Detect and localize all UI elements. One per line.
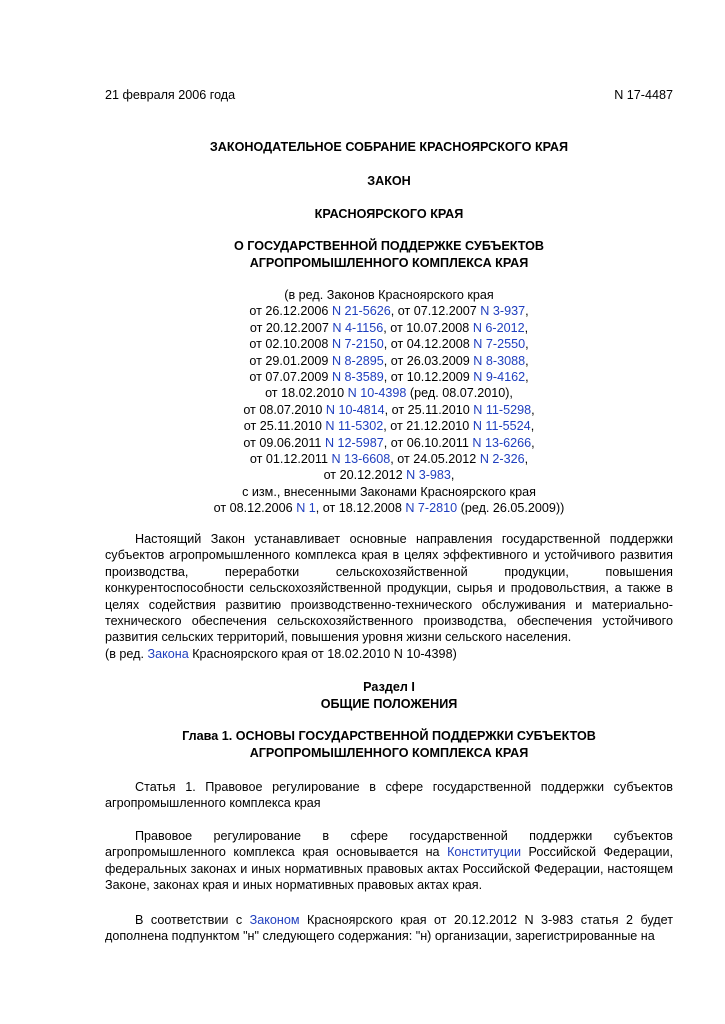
revision-line bbox=[105, 402, 673, 418]
article1-title: Статья 1. Правовое регулирование в сфере государственной поддержки субъектов агропромышленного комплекса края bbox=[105, 780, 673, 811]
revision-text: , bbox=[525, 337, 529, 352]
revision-law-link[interactable]: N 7-2810 bbox=[405, 501, 458, 516]
revision-text: , от 10.12.2009 bbox=[383, 369, 474, 384]
revisions-list bbox=[105, 287, 673, 516]
revision-text: , bbox=[525, 353, 529, 368]
revision-line bbox=[105, 320, 673, 336]
revision-text: от 02.10.2008 bbox=[249, 337, 332, 352]
revision-text: от 26.12.2006 bbox=[249, 304, 332, 319]
revision-text: , от 24.05.2012 bbox=[390, 451, 480, 466]
revision-text: от 08.12.2006 bbox=[213, 501, 297, 516]
revision-text: от 07.07.2009 bbox=[249, 369, 332, 384]
revision-law-link[interactable]: N 11-5524 bbox=[472, 419, 531, 434]
revision-law-link[interactable]: N 8-2895 bbox=[331, 353, 384, 368]
law-title: ЗАКОН bbox=[367, 174, 411, 188]
revisions-intro: (в ред. Законов Красноярского края bbox=[284, 288, 494, 302]
preamble-note-before: (в ред. bbox=[105, 646, 148, 661]
revision-text: от 20.12.2007 bbox=[249, 320, 333, 335]
preamble-note bbox=[105, 646, 673, 662]
amendment-note bbox=[105, 912, 673, 945]
revision-text: от 25.11.2010 bbox=[243, 419, 326, 434]
para1-before: Правовое регулирование в сфере государственной поддержки субъектов агропромышленного комплекса края основывается на bbox=[105, 829, 673, 860]
revision-law-link[interactable]: N 3-983 bbox=[406, 468, 451, 483]
revision-law-link[interactable]: N 9-4162 bbox=[473, 369, 526, 384]
revision-text: от 08.07.2010 bbox=[243, 402, 326, 417]
revision-text: , от 26.03.2009 bbox=[383, 353, 474, 368]
revision-text: , от 25.11.2010 bbox=[384, 402, 474, 417]
para1-after: Российской Федерации, федеральных законах и иных нормативных правовых актах Российской Федерации, настоящем Законе, законах края и иных нормативных правовых актах края. bbox=[105, 845, 673, 893]
revision-text: (ред. 08.07.2010), bbox=[406, 386, 513, 401]
revision-law-link[interactable]: N 11-5298 bbox=[473, 402, 532, 417]
revision-text: , bbox=[525, 304, 529, 319]
revision-law-link[interactable]: N 8-3088 bbox=[473, 353, 526, 368]
document-date: 21 февраля 2006 года bbox=[105, 88, 236, 102]
revision-line bbox=[105, 467, 673, 483]
revision-text: от 18.02.2010 bbox=[265, 386, 348, 401]
revision-text: от 01.12.2011 bbox=[249, 451, 332, 466]
revision-text: , bbox=[531, 435, 535, 450]
revision-law-link[interactable]: N 13-6608 bbox=[331, 451, 391, 466]
revision-law-link[interactable]: N 13-6266 bbox=[472, 435, 532, 450]
preamble bbox=[105, 531, 673, 662]
revision-text: от 29.01.2009 bbox=[249, 353, 332, 368]
revision-line bbox=[105, 336, 673, 352]
amendment-law-link[interactable]: Законом bbox=[249, 913, 300, 927]
revision-text: , bbox=[524, 320, 529, 335]
revision-law-link[interactable]: N 11-5302 bbox=[325, 419, 384, 434]
constitution-link[interactable]: Конституции bbox=[447, 845, 521, 860]
revisions-lines bbox=[105, 303, 673, 516]
revision-law-link[interactable]: N 4-1156 bbox=[332, 320, 384, 335]
preamble-note-link[interactable]: Закона bbox=[147, 646, 189, 661]
revision-law-link[interactable]: N 7-2550 bbox=[473, 337, 526, 352]
revision-law-link[interactable]: N 6-2012 bbox=[472, 320, 525, 335]
revision-line bbox=[105, 418, 673, 434]
revision-text: (ред. 26.05.2009)) bbox=[457, 501, 565, 516]
para2-before: В соответствии с bbox=[135, 913, 250, 927]
revision-text: , bbox=[524, 451, 529, 466]
revision-line bbox=[105, 353, 673, 369]
revision-text: с изм., внесенными Законами Красноярского края bbox=[242, 484, 536, 499]
revision-text: от 20.12.2012 bbox=[323, 468, 407, 483]
revision-text: , bbox=[530, 419, 535, 434]
article1-paragraph bbox=[105, 828, 673, 894]
revision-law-link[interactable]: N 10-4814 bbox=[325, 402, 385, 417]
revision-line bbox=[105, 385, 673, 401]
revision-text: , от 18.12.2008 bbox=[315, 501, 406, 516]
section-title: ОБЩИЕ ПОЛОЖЕНИЯ bbox=[320, 697, 458, 711]
revision-text: , bbox=[525, 369, 529, 384]
subject-title-line1: О ГОСУДАРСТВЕННОЙ ПОДДЕРЖКЕ СУБЪЕКТОВ bbox=[233, 239, 545, 253]
revision-law-link[interactable]: N 8-3589 bbox=[331, 369, 384, 384]
para2-after: Красноярского края от 20.12.2012 N 3-983 статья 2 будет дополнена подпунктом "н" следующего содержания: "н) организации, зарегистрированные на bbox=[105, 913, 673, 944]
section-label: Раздел I bbox=[363, 680, 415, 694]
chapter-title-line2: АГРОПРОМЫШЛЕННОГО КОМПЛЕКСА КРАЯ bbox=[249, 746, 529, 760]
revision-law-link[interactable]: N 2-326 bbox=[479, 451, 525, 466]
revision-text: , от 04.12.2008 bbox=[383, 337, 474, 352]
document-header bbox=[105, 88, 673, 102]
document-number: N 17-4487 bbox=[614, 88, 673, 102]
revision-line bbox=[105, 303, 673, 319]
revision-law-link[interactable]: N 12-5987 bbox=[324, 435, 384, 450]
revision-law-link[interactable]: N 1 bbox=[296, 501, 316, 516]
revision-text: , от 10.07.2008 bbox=[383, 320, 473, 335]
revision-line bbox=[105, 484, 673, 500]
revision-law-link[interactable]: N 10-4398 bbox=[347, 386, 407, 401]
preamble-note-after: Красноярского края от 18.02.2010 N 10-4398) bbox=[188, 646, 457, 661]
revision-text: от 09.06.2011 bbox=[243, 435, 325, 450]
revision-text: , от 21.12.2010 bbox=[383, 419, 473, 434]
revision-law-link[interactable]: N 21-5626 bbox=[331, 304, 391, 319]
revision-law-link[interactable]: N 3-937 bbox=[480, 304, 526, 319]
revision-law-link[interactable]: N 7-2150 bbox=[331, 337, 384, 352]
revision-line bbox=[105, 500, 673, 516]
revision-text: , bbox=[450, 468, 455, 483]
revision-text: , от 07.12.2007 bbox=[390, 304, 481, 319]
subject-title-line2: АГРОПРОМЫШЛЕННОГО КОМПЛЕКСА КРАЯ bbox=[249, 256, 529, 270]
region-title: КРАСНОЯРСКОГО КРАЯ bbox=[314, 207, 464, 221]
preamble-text: Настоящий Закон устанавливает основные направления государственной поддержки субъектов агропромышленного комплекса края в целях эффективного и устойчивого развития производства, переработки сельскохозяйственной продукции, повышения конкурентоспособности сельскохозяйственной продукции, сырья и продовольствия, а также в целях содействия развитию производственно-технического обслуживания и материально-технического обеспечения сельскохозяйственного производства, обеспечения устойчивого развития сельских территорий, повышения уровня жизни сельского населения. bbox=[105, 532, 673, 645]
revision-text: , от 06.10.2011 bbox=[383, 435, 473, 450]
revision-line bbox=[105, 451, 673, 467]
revision-line bbox=[105, 435, 673, 451]
revision-line bbox=[105, 369, 673, 385]
assembly-title: ЗАКОНОДАТЕЛЬНОЕ СОБРАНИЕ КРАСНОЯРСКОГО КРАЯ bbox=[209, 140, 569, 154]
revision-text: , bbox=[531, 402, 535, 417]
chapter-title-line1: Глава 1. ОСНОВЫ ГОСУДАРСТВЕННОЙ ПОДДЕРЖКИ СУБЪЕКТОВ bbox=[182, 729, 596, 743]
